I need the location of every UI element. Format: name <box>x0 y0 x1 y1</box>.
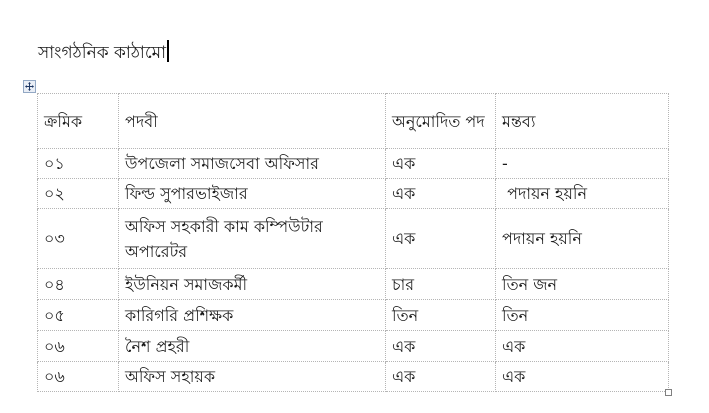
table-row <box>38 269 669 300</box>
cell-approved[interactable]: চার <box>386 269 496 300</box>
header-cell-comments[interactable]: মন্তব্য <box>496 94 669 149</box>
header-cell-designation[interactable]: পদবী <box>119 94 386 149</box>
cell-comment[interactable]: তিন <box>496 300 669 331</box>
table-row <box>38 331 669 362</box>
cell-comment[interactable]: তিন জন <box>496 269 669 300</box>
cell-designation[interactable]: নৈশ প্রহরী <box>119 331 386 362</box>
cell-comment[interactable]: এক <box>496 331 669 362</box>
cell-designation[interactable]: কারিগরি প্রশিক্ষক <box>119 300 386 331</box>
cell-serial[interactable]: ০৫ <box>38 300 119 331</box>
table-row <box>38 209 669 269</box>
cell-approved[interactable]: তিন <box>386 300 496 331</box>
cell-approved[interactable]: এক <box>386 149 496 179</box>
cell-approved[interactable]: এক <box>386 209 496 269</box>
table-row <box>38 362 669 392</box>
org-structure-table <box>37 93 669 392</box>
cell-serial[interactable]: ০১ <box>38 149 119 179</box>
cell-serial[interactable]: ০৪ <box>38 269 119 300</box>
cell-designation[interactable]: ফিল্ড সুপারভাইজার <box>119 179 386 209</box>
cell-comment[interactable]: - <box>496 149 669 179</box>
cell-designation[interactable]: ইউনিয়ন সমাজকর্মী <box>119 269 386 300</box>
table-resize-handle[interactable] <box>665 389 672 396</box>
cell-comment[interactable]: এক <box>496 362 669 392</box>
document-title: সাংগঠনিক কাঠামো <box>38 43 167 63</box>
table-row <box>38 149 669 179</box>
cell-comment[interactable]: পদায়ন হয়নি <box>496 209 669 269</box>
move-icon <box>25 82 34 91</box>
cell-approved[interactable]: এক <box>386 362 496 392</box>
table-move-handle[interactable] <box>23 80 36 93</box>
table-header-row <box>38 94 669 149</box>
cell-designation[interactable]: অফিস সহায়ক <box>119 362 386 392</box>
table-row <box>38 179 669 209</box>
cell-designation[interactable]: উপজেলা সমাজসেবা অফিসার <box>119 149 386 179</box>
cell-serial[interactable]: ০৩ <box>38 209 119 269</box>
cell-approved[interactable]: এক <box>386 179 496 209</box>
table-row <box>38 300 669 331</box>
cell-serial[interactable]: ০২ <box>38 179 119 209</box>
cell-comment[interactable]: পদায়ন হয়নি <box>496 179 669 209</box>
cell-approved[interactable]: এক <box>386 331 496 362</box>
header-cell-serial[interactable]: ক্রমিক <box>38 94 119 149</box>
header-cell-approved-posts[interactable]: অনুমোদিত পদ <box>386 94 496 149</box>
cell-designation[interactable]: অফিস সহকারী কাম কম্পিউটার অপারেটর <box>119 209 386 269</box>
cell-serial[interactable]: ০৬ <box>38 331 119 362</box>
text-cursor <box>167 40 169 62</box>
document-title-line[interactable] <box>38 40 169 66</box>
cell-serial[interactable]: ০৬ <box>38 362 119 392</box>
